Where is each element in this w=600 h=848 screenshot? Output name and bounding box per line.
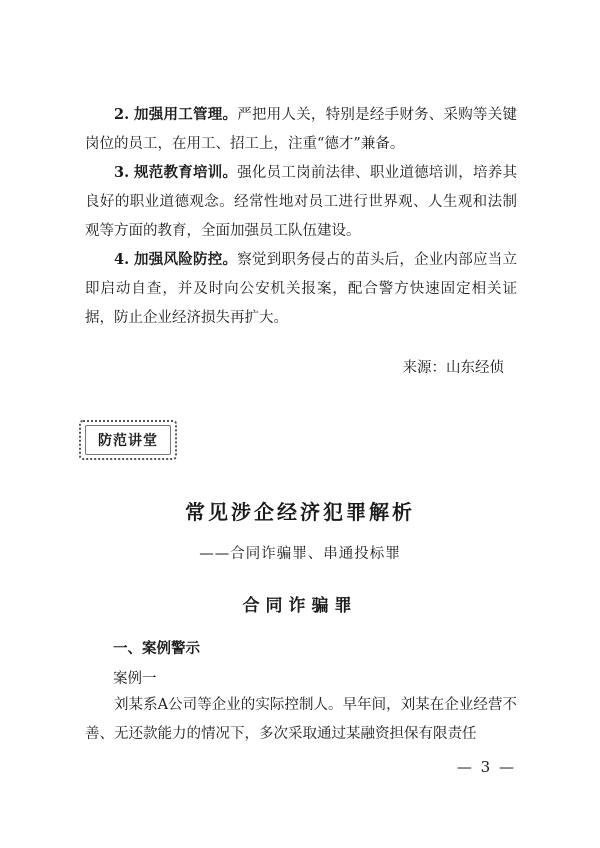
item-2-text: 严把用人关，特别是经手财务、采购等关键岗位的员工，在用工、招工上，注重“德才”兼备。 bbox=[85, 107, 518, 152]
item-3-text: 强化员工岗前法律、职业道德培训，培养其良好的职业道德观念。经常性地对员工进行世界观、人生观和法制观等方面的教育，全面加强员工队伍建设。 bbox=[85, 165, 518, 239]
section-title: 合同诈骗罪 bbox=[242, 596, 358, 616]
item-4-text: 察觉到职务侵占的苗头后，企业内部应当立即启动自查，并及时向公安机关报案，配合警方快速固定相关证据，防止企业经济损失再扩大。 bbox=[85, 252, 518, 326]
article-title: 常见涉企经济犯罪解析 bbox=[185, 500, 415, 524]
item-3-title: 规范教育培训。 bbox=[134, 164, 238, 181]
item-2-number: 2. bbox=[114, 106, 130, 123]
section-badge bbox=[79, 420, 177, 460]
item-4-number: 4. bbox=[114, 251, 130, 268]
item-2-title: 加强用工管理。 bbox=[134, 106, 238, 123]
page-number: — 3 — bbox=[456, 758, 516, 776]
item-4-title: 加强风险防控。 bbox=[134, 251, 238, 268]
item-3-number: 3. bbox=[114, 164, 130, 181]
item-3-paragraph bbox=[85, 158, 517, 246]
section-badge-label: 防范讲堂 bbox=[85, 425, 171, 455]
case-paragraph: 刘某系A公司等企业的实际控制人。早年间，刘某在企业经营不善、无还款能力的情况下，多次采取通过某融资担保有限责任 bbox=[85, 697, 517, 742]
case-label: 案例一 bbox=[113, 671, 157, 687]
section-heading: 一、案例警示 bbox=[113, 641, 200, 657]
item-4-paragraph bbox=[85, 245, 517, 333]
item-2-paragraph bbox=[85, 100, 517, 159]
article-subtitle: ——合同诈骗罪、串通投标罪 bbox=[199, 546, 401, 562]
source-attribution: 来源：山东经侦 bbox=[402, 360, 504, 376]
